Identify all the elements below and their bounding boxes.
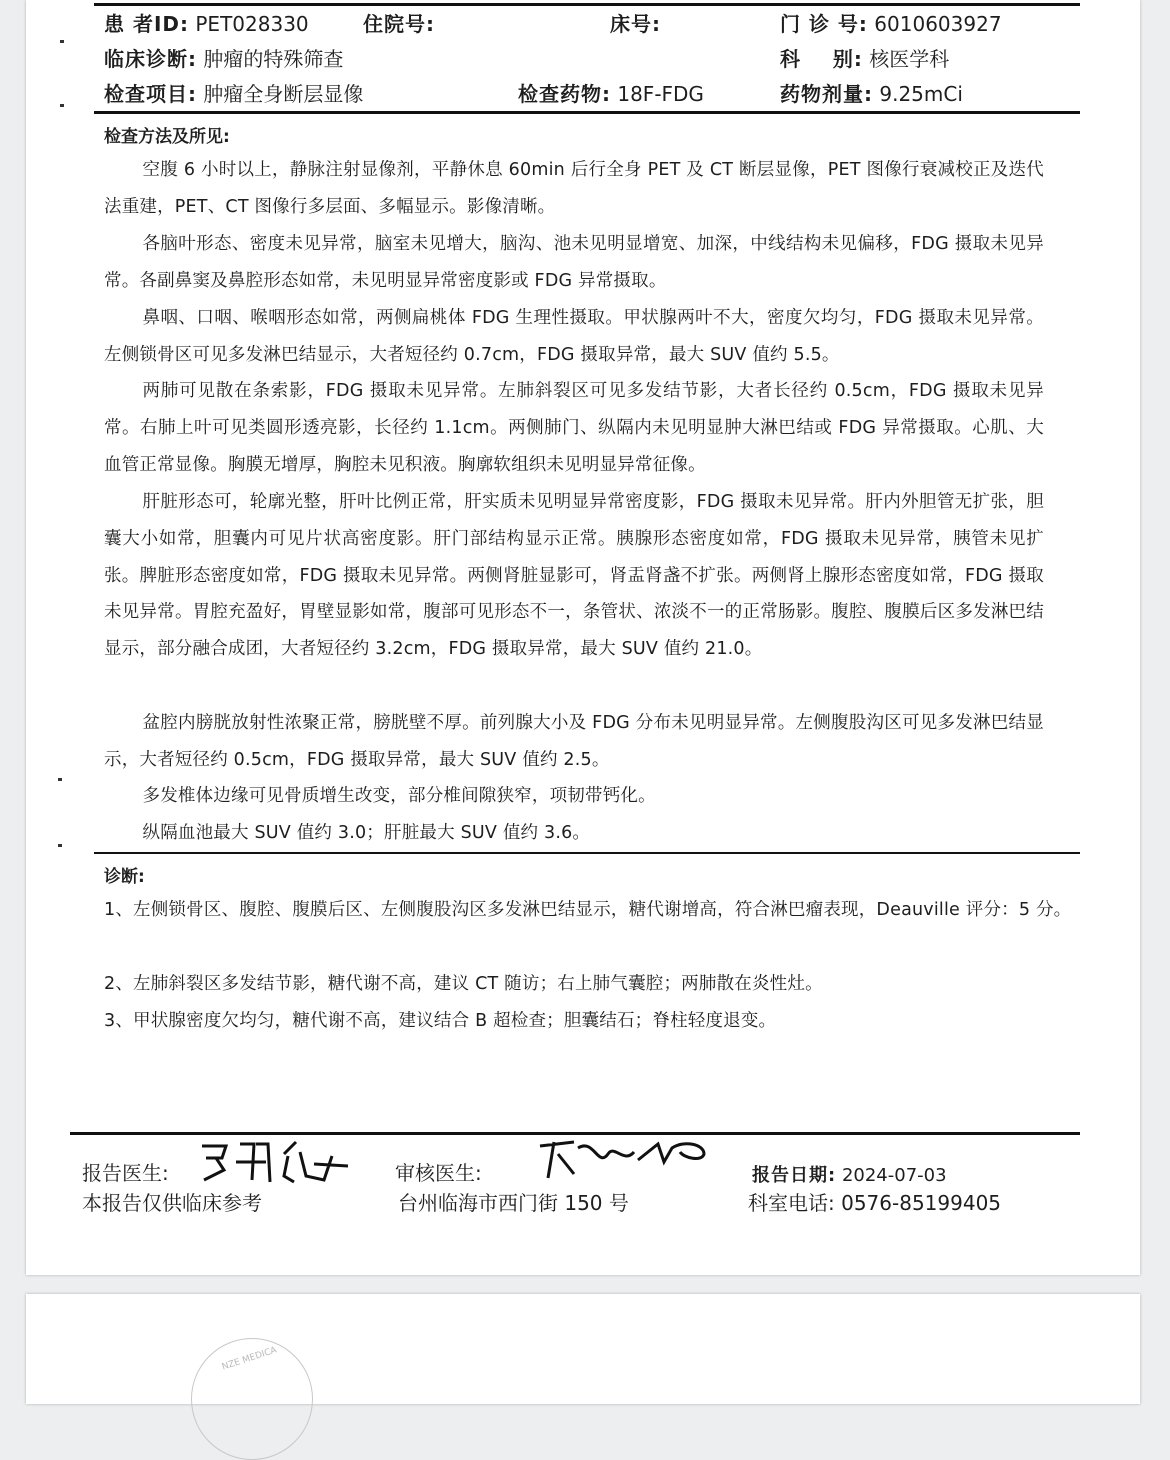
disclaimer-text: 本报告仅供临床参考 [82, 1191, 262, 1215]
patient-id-field [104, 8, 309, 37]
findings-paragraph-neck: 鼻咽、口咽、喉咽形态如常，两侧扁桃体 FDG 生理性摄取。甲状腺两叶不大，密度欠均匀，FDG 摄取未见异常。左侧锁骨区可见多发淋巴结显示，大者短径约 0.7cm，FDG 摄取异常，最大 SUV 值约 5.5。 [104, 308, 1044, 365]
drug-dose-value: 9.25mCi [879, 82, 963, 106]
reviewer-signature [534, 1134, 714, 1184]
scan-speck [60, 104, 64, 107]
reporter-label: 报告医生: [82, 1161, 169, 1185]
top-rule [94, 3, 1080, 6]
findings-title: 检查方法及所见: [104, 127, 230, 147]
hospital-seal-text: NZE MEDICA [220, 1345, 279, 1373]
diagnosis-item-2: 2、左肺斜裂区多发结节影，糖代谢不高，建议 CT 随访；右上肺气囊腔；两肺散在炎性灶。 [104, 974, 823, 994]
drug-dose-label: 药物剂量: [780, 82, 873, 106]
patient-id-value: PET028330 [195, 12, 309, 36]
findings-paragraph-abdomen: 肝脏形态可，轮廓光整，肝叶比例正常，肝实质未见明显异常密度影，FDG 摄取未见异常。肝内外胆管无扩张，胆囊大小如常，胆囊内可见片状高密度影。肝门部结构显示正常。胰腺形态密度如常，FDG 摄取未见异常，胰管未见扩张。脾脏形态密度如常，FDG 摄取未见异常。两侧肾脏显影可，肾盂肾盏不扩张。两侧肾上腺形态密度如常，FDG 摄取未见异常。胃腔充盈好，胃壁显影如常，腹部可见形态不一，条管状、浓淡不一的正常肠影。腹腔、腹膜后区多发淋巴结显示，部分融合成团，大者短径约 3.2cm，FDG 摄取异常，最大 SUV 值约 21.0。 [104, 492, 1044, 660]
department-label: 科 别: [780, 47, 863, 71]
findings-paragraph-method: 空腹 6 小时以上，静脉注射显像剂，平静休息 60min 后行全身 PET 及 CT 断层显像，PET 图像行衰减校正及迭代法重建，PET、CT 图像行多层面、多幅显示。影像清晰。 [104, 160, 1044, 217]
scan-speck [58, 844, 62, 847]
diagnosis-item-1: 1、左侧锁骨区、腹腔、腹膜后区、左侧腹股沟区多发淋巴结显示，糖代谢增高，符合淋巴瘤表现，Deauville 评分：5 分。 [104, 900, 1072, 920]
patient-id-label: 患 者ID: [104, 12, 190, 36]
clinical-diagnosis-field [104, 43, 343, 72]
inpatient-label: 住院号: [363, 12, 435, 36]
report-page-1 [26, 0, 1140, 1275]
exam-drug-label: 检查药物: [518, 82, 611, 106]
findings-paragraph-suv: 纵隔血池最大 SUV 值约 3.0；肝脏最大 SUV 值约 3.6。 [142, 823, 591, 843]
department-phone-label: 科室电话: [748, 1191, 835, 1215]
findings-paragraph-chest: 两肺可见散在条索影，FDG 摄取未见异常。左肺斜裂区可见多发结节影，大者长径约 0.5cm，FDG 摄取未见异常。右肺上叶可见类圆形透亮影，长径约 1.1cm。两侧肺门、纵隔内未见明显肿大淋巴结或 FDG 异常摄取。心肌、大血管正常显像。胸膜无增厚，胸腔未见积液。胸廓软组织未见明显异常征像。 [104, 381, 1044, 475]
exam-item-field [104, 78, 363, 107]
clinical-diagnosis-label: 临床诊断: [104, 47, 197, 71]
bed-field [610, 8, 661, 37]
outpatient-label: 门 诊 号: [780, 12, 868, 36]
report-date-label: 报告日期: [752, 1165, 837, 1186]
outpatient-value: 6010603927 [874, 12, 1002, 36]
department-phone-field [748, 1187, 1001, 1216]
exam-item-value: 肿瘤全身断层显像 [203, 82, 364, 106]
exam-item-label: 检查项目: [104, 82, 197, 106]
findings-paragraph-spine: 多发椎体边缘可见骨质增生改变，部分椎间隙狭窄，项韧带钙化。 [142, 786, 656, 806]
findings-divider [94, 852, 1080, 854]
findings-paragraph-head: 各脑叶形态、密度未见异常，脑室未见增大，脑沟、池未见明显增宽、加深，中线结构未见偏移，FDG 摄取未见异常。各副鼻窦及鼻腔形态如常，未见明显异常密度影或 FDG 异常摄取。 [104, 234, 1044, 291]
findings-paragraph-pelvis: 盆腔内膀胱放射性浓聚正常，膀胱壁不厚。前列腺大小及 FDG 分布未见明显异常。左侧腹股沟区可见多发淋巴结显示，大者短径约 0.5cm，FDG 摄取异常，最大 SUV 值约 2.5。 [104, 713, 1044, 770]
report-date-value: 2024-07-03 [841, 1165, 947, 1186]
exam-drug-value: 18F-FDG [617, 82, 704, 106]
department-phone-value: 0576-85199405 [841, 1191, 1002, 1215]
scan-speck [58, 778, 62, 781]
outpatient-field [780, 8, 1002, 37]
report-page-2 [26, 1294, 1140, 1404]
header-divider [94, 111, 1080, 114]
diagnosis-item-3: 3、甲状腺密度欠均匀，糖代谢不高，建议结合 B 超检查；胆囊结石；脊柱轻度退变。 [104, 1011, 777, 1031]
report-date-field [752, 1161, 947, 1187]
bed-label: 床号: [610, 12, 661, 36]
scan-speck [60, 40, 64, 43]
diagnosis-title: 诊断: [104, 867, 145, 887]
department-value: 核医学科 [869, 47, 950, 71]
hospital-address: 台州临海市西门街 150 号 [398, 1191, 629, 1215]
reviewer-label: 审核医生: [395, 1161, 482, 1185]
inpatient-field [363, 8, 435, 37]
exam-drug-field [518, 78, 704, 107]
clinical-diagnosis-value: 肿瘤的特殊筛查 [203, 47, 344, 71]
department-field [780, 43, 949, 72]
reporter-signature [196, 1136, 356, 1188]
drug-dose-field [780, 78, 963, 107]
